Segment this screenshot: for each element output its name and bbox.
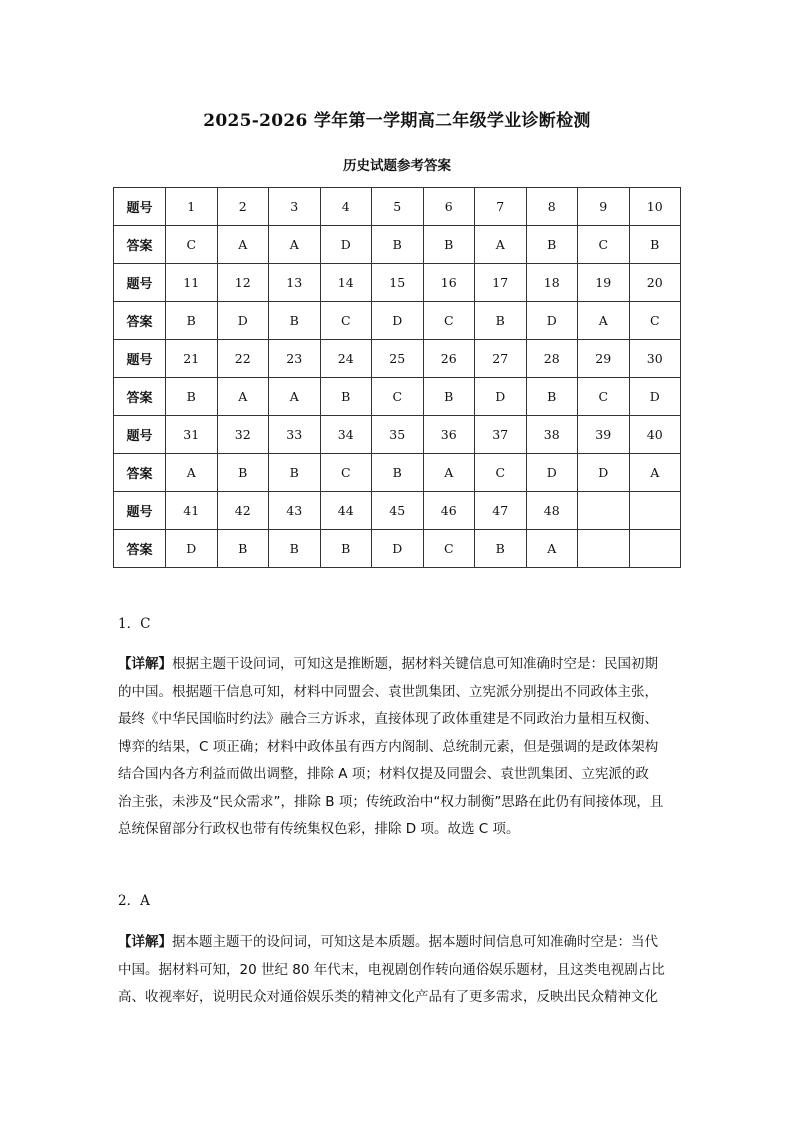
question-number-cell: 39	[578, 416, 630, 454]
answer-cell: C	[578, 378, 630, 416]
question-number-cell: 38	[526, 416, 578, 454]
question-number-cell: 9	[578, 188, 630, 226]
answer-cell: D	[578, 454, 630, 492]
question-number-cell: 48	[526, 492, 578, 530]
question-number-cell: 17	[475, 264, 527, 302]
answer-row	[114, 302, 681, 340]
answer-cell: D	[526, 302, 578, 340]
question-number-row	[114, 416, 681, 454]
question-number-cell: 29	[578, 340, 630, 378]
question-number-cell: 18	[526, 264, 578, 302]
question-2-explanation	[118, 929, 680, 1012]
question-number-cell: 7	[475, 188, 527, 226]
answer-cell: C	[372, 378, 424, 416]
row-label-answer: 答案	[114, 302, 166, 340]
page-subtitle: 历史试题参考答案	[343, 158, 451, 174]
row-label-question: 题号	[114, 188, 166, 226]
question-number-cell: 47	[475, 492, 527, 530]
question-number-cell: 6	[423, 188, 475, 226]
question-1-answer: 1．C	[118, 616, 151, 632]
explanation-line: 【详解】根据主题干设问词，可知这是推断题，据材料关键信息可知准确时空是：民国初期	[118, 656, 658, 672]
answer-cell: B	[372, 226, 424, 264]
row-label-question: 题号	[114, 340, 166, 378]
explanation-line: 的中国。根据题干信息可知，材料中同盟会、袁世凯集团、立宪派分别提出不同政体主张，	[118, 683, 658, 700]
row-label-answer: 答案	[114, 530, 166, 568]
question-number-cell: 26	[423, 340, 475, 378]
row-label-question: 题号	[114, 416, 166, 454]
answer-row	[114, 530, 681, 568]
answer-cell: C	[629, 302, 681, 340]
answer-cell: A	[269, 378, 321, 416]
answer-cell: C	[166, 226, 218, 264]
answer-cell: A	[217, 226, 269, 264]
answer-cell: B	[475, 302, 527, 340]
question-number-cell: 41	[166, 492, 218, 530]
question-number-cell: 19	[578, 264, 630, 302]
answer-cell: B	[166, 378, 218, 416]
question-number-cell: 44	[320, 492, 372, 530]
question-number-cell: 15	[372, 264, 424, 302]
explanation-line: 博弈的结果，C 项正确；材料中政体虽有西方内阁制、总统制元素，但是强调的是政体架构	[118, 738, 659, 755]
answer-cell: A	[269, 226, 321, 264]
question-number-cell: 34	[320, 416, 372, 454]
explanation-line: 中国。据材料可知，20 世纪 80 年代末，电视剧创作转向通俗娱乐题材，且这类电视剧占比	[118, 961, 665, 978]
row-label-answer: 答案	[114, 378, 166, 416]
question-number-cell: 2	[217, 188, 269, 226]
answer-cell: C	[475, 454, 527, 492]
answer-cell: C	[423, 302, 475, 340]
question-1-explanation	[118, 651, 680, 844]
question-number-cell: 8	[526, 188, 578, 226]
answer-cell: B	[166, 302, 218, 340]
answer-cell	[578, 530, 630, 568]
answer-cell: D	[629, 378, 681, 416]
answer-cell: A	[526, 530, 578, 568]
answer-cell: B	[217, 454, 269, 492]
answer-cell: C	[320, 454, 372, 492]
question-number-cell: 42	[217, 492, 269, 530]
row-label-answer: 答案	[114, 454, 166, 492]
question-number-cell: 4	[320, 188, 372, 226]
answer-cell: B	[269, 530, 321, 568]
question-number-cell: 20	[629, 264, 681, 302]
answer-cell: D	[526, 454, 578, 492]
question-number-cell: 43	[269, 492, 321, 530]
answer-cell: D	[372, 530, 424, 568]
answer-cell: B	[320, 378, 372, 416]
explanation-line: 总统保留部分行政权也带有传统集权色彩，排除 D 项。故选 C 项。	[118, 821, 520, 837]
answer-cell: B	[629, 226, 681, 264]
answer-cell: B	[372, 454, 424, 492]
answer-cell: B	[475, 530, 527, 568]
question-number-cell: 10	[629, 188, 681, 226]
question-number-cell: 40	[629, 416, 681, 454]
answer-cell: B	[320, 530, 372, 568]
explanation-line: 最终《中华民国临时约法》融合三方诉求，直接体现了政体重建是不同政治力量相互权衡、	[118, 711, 658, 727]
answer-cell: B	[217, 530, 269, 568]
answer-cell: B	[269, 302, 321, 340]
question-number-cell	[578, 492, 630, 530]
answer-cell: B	[526, 226, 578, 264]
answer-cell	[629, 530, 681, 568]
question-number-cell: 32	[217, 416, 269, 454]
answer-cell: A	[166, 454, 218, 492]
explanation-line: 高、收视率好，说明民众对通俗娱乐类的精神文化产品有了更多需求，反映出民众精神文化	[118, 989, 658, 1005]
question-number-cell: 5	[372, 188, 424, 226]
question-number-cell: 27	[475, 340, 527, 378]
answer-cell: D	[475, 378, 527, 416]
question-number-cell: 14	[320, 264, 372, 302]
row-label-answer: 答案	[114, 226, 166, 264]
answer-cell: B	[526, 378, 578, 416]
answer-cell: C	[423, 530, 475, 568]
question-number-cell: 16	[423, 264, 475, 302]
answer-cell: D	[217, 302, 269, 340]
question-number-cell: 25	[372, 340, 424, 378]
explanation-line: 治主张，未涉及“民众需求”，排除 B 项；传统政治中“权力制衡”思路在此仍有间接体现，且	[118, 793, 664, 810]
answer-cell: A	[423, 454, 475, 492]
answer-key-table	[113, 187, 681, 568]
question-number-row	[114, 340, 681, 378]
question-2-answer: 2．A	[118, 893, 150, 909]
answer-cell: B	[423, 378, 475, 416]
question-number-cell: 24	[320, 340, 372, 378]
question-number-row	[114, 492, 681, 530]
question-number-cell: 12	[217, 264, 269, 302]
question-number-cell: 22	[217, 340, 269, 378]
question-number-cell: 33	[269, 416, 321, 454]
answer-cell: D	[372, 302, 424, 340]
question-number-cell: 36	[423, 416, 475, 454]
answer-cell: D	[166, 530, 218, 568]
explanation-tag: 【详解】	[118, 934, 172, 950]
answer-cell: D	[320, 226, 372, 264]
answer-row	[114, 454, 681, 492]
question-number-cell: 31	[166, 416, 218, 454]
answer-row	[114, 378, 681, 416]
answer-cell: A	[475, 226, 527, 264]
question-number-cell: 13	[269, 264, 321, 302]
question-number-cell: 28	[526, 340, 578, 378]
answer-cell: C	[320, 302, 372, 340]
explanation-tag: 【详解】	[118, 656, 172, 672]
question-number-cell: 23	[269, 340, 321, 378]
answer-cell: B	[269, 454, 321, 492]
row-label-question: 题号	[114, 264, 166, 302]
question-number-cell: 30	[629, 340, 681, 378]
question-number-cell: 1	[166, 188, 218, 226]
question-number-cell: 37	[475, 416, 527, 454]
explanation-line: 【详解】据本题主题干的设问词，可知这是本质题。据本题时间信息可知准确时空是：当代	[118, 934, 658, 950]
question-number-cell	[629, 492, 681, 530]
question-number-cell: 46	[423, 492, 475, 530]
question-number-cell: 11	[166, 264, 218, 302]
answer-cell: A	[629, 454, 681, 492]
answer-cell: A	[578, 302, 630, 340]
page-title: 2025-2026 学年第一学期高二年级学业诊断检测	[203, 111, 591, 131]
answer-row	[114, 226, 681, 264]
question-number-cell: 3	[269, 188, 321, 226]
question-number-cell: 21	[166, 340, 218, 378]
answer-cell: C	[578, 226, 630, 264]
answer-cell: B	[423, 226, 475, 264]
question-number-row	[114, 188, 681, 226]
explanation-line: 结合国内各方利益而做出调整，排除 A 项；材料仅提及同盟会、袁世凯集团、立宪派的政	[118, 766, 649, 782]
question-number-cell: 45	[372, 492, 424, 530]
row-label-question: 题号	[114, 492, 166, 530]
answer-cell: A	[217, 378, 269, 416]
question-number-cell: 35	[372, 416, 424, 454]
question-number-row	[114, 264, 681, 302]
